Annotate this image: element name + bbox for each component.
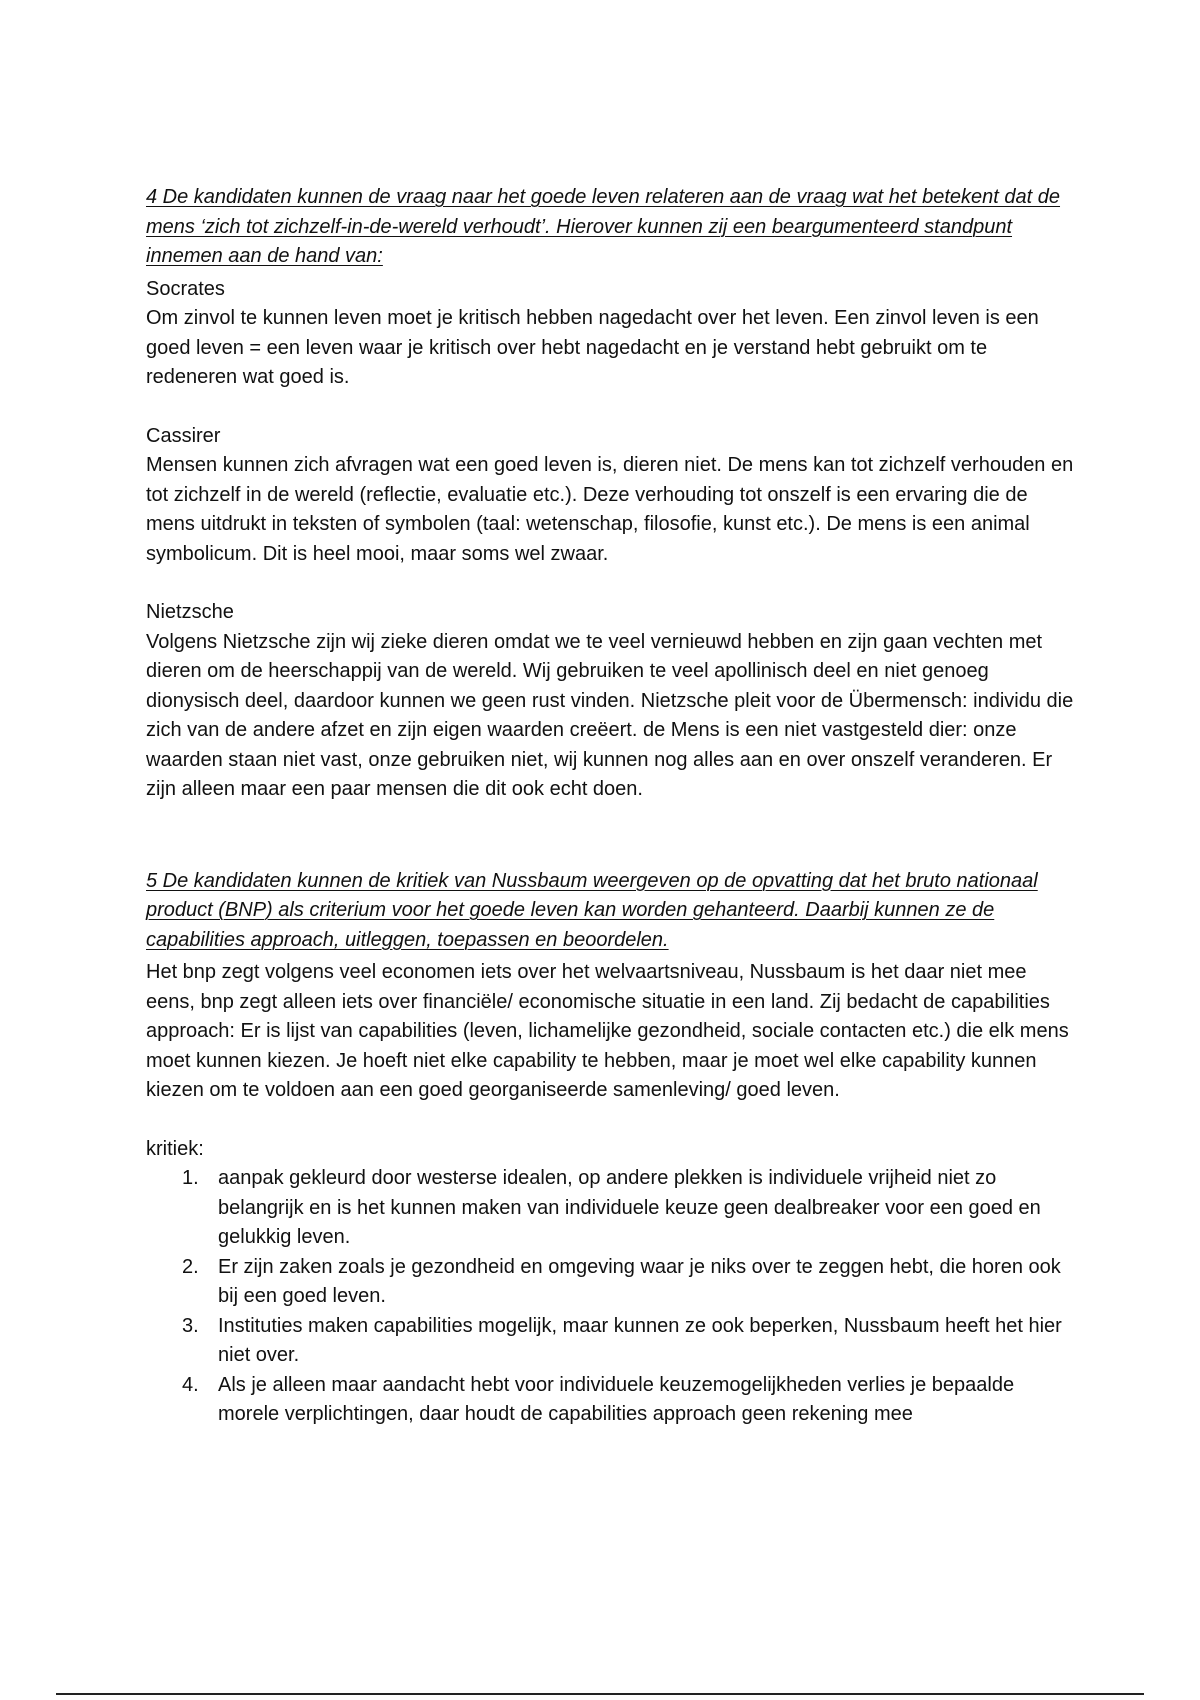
critique-item-3 (146, 1312, 1076, 1371)
block-title-socrates: Socrates (146, 277, 225, 300)
critique-number-2: 2. (182, 1255, 199, 1278)
critique-text-1: aanpak gekleurd door westerse idealen, op andere plekken is individuele vrijheid niet zo belangrijk en is het kunnen maken van individuele keuze geen dealbreaker voor een goed en gelukkig leven. (218, 1167, 1041, 1248)
bnp-intro-text: Het bnp zegt volgens veel economen iets over het welvaartsniveau, Nussbaum is het daar niet mee eens, bnp zegt alleen iets over financiële/ economische situatie in een land. Zij bedacht de capabilities approach: Er is lijst van capabilities (leven, lichamelijke gezondheid, sociale contacten etc.) die elk mens moet kunnen kiezen. Je hoeft niet elke capability te hebben, maar je moet wel elke capability kunnen kiezen om te voldoen aan een goed georganiseerde samenleving/ goed leven. (146, 961, 1069, 1101)
block-title-cassirer: Cassirer (146, 424, 221, 447)
critique-text-4: Als je alleen maar aandacht hebt voor individuele keuzemogelijkheden verlies je bepaalde morele verplichtingen, daar houdt de capabilities approach geen rekening mee (218, 1373, 1015, 1425)
critique-text-3: Instituties maken capabilities mogelijk, maar kunnen ze ook beperken, Nussbaum heeft het hier niet over. (218, 1314, 1062, 1366)
critique-item-1 (146, 1164, 1076, 1253)
block-socrates (146, 275, 1076, 393)
section-5-heading: 5 De kandidaten kunnen de kritiek van Nussbaum weergeven op de opvatting dat het bruto nationaal product (BNP) als criterium voor het goede leven kan worden gehanteerd. Daarbij kunnen ze de capabilities approach, uitleggen, toepassen en beoordelen. (146, 869, 1038, 951)
block-title-nietzsche: Nietzsche (146, 601, 234, 623)
block-nietzsche (146, 598, 1076, 805)
critique-item-2 (146, 1253, 1076, 1312)
critique-item-4 (146, 1371, 1076, 1430)
block-text-socrates: Om zinvol te kunnen leven moet je kritisch hebben nagedacht over het leven. Een zinvol leven is een goed leven = een leven waar je kritisch over hebt nagedacht en je verstand hebt gebruikt om te redeneren wat goed is. (146, 307, 1039, 388)
critique-label: kritiek: (146, 1137, 204, 1160)
critique-number-1: 1. (182, 1167, 199, 1189)
block-bnp-intro (146, 958, 1076, 1106)
block-text-cassirer: Mensen kunnen zich afvragen wat een goed leven is, dieren niet. De mens kan tot zichzelf verhouden en tot zichzelf in de wereld (reflectie, evaluatie etc.). Deze verhouding tot onszelf is een ervaring die de mens uitdrukt in teksten of symbolen (taal: wetenschap, filosofie, kunst etc.). De mens is een animal symbolicum. Dit is heel mooi, maar soms wel zwaar. (146, 454, 1074, 565)
section-4 (146, 183, 1076, 805)
block-text-nietzsche: Volgens Nietzsche zijn wij zieke dieren omdat we te veel vernieuwd hebben en zijn gaan vechten met dieren om de heerschappij van de wereld. Wij gebruiken te veel apollinisch deel en niet genoeg dionysisch deel, daardoor kunnen we geen rust vinden. Nietzsche pleit voor de Übermensch: individu die zich van de andere afzet en zijn eigen waarden creëert. de Mens is een niet vastgesteld dier: onze waarden staan niet vast, onze gebruiken niet, wij kunnen nog alles aan en over onszelf veranderen. Er zijn alleen maar een paar mensen die dit ook echt doen. (146, 630, 1074, 800)
critique-text-2: Er zijn zaken zoals je gezondheid en omgeving waar je niks over te zeggen hebt, die horen ook bij een goed leven. (218, 1255, 1061, 1307)
block-cassirer (146, 422, 1076, 570)
critique-section (146, 1135, 1076, 1430)
critique-list (146, 1164, 1076, 1430)
section-4-heading: 4 De kandidaten kunnen de vraag naar het goede leven relateren aan de vraag wat het betekent dat de mens ‘zich tot zichzelf-in-de-wereld verhoudt’. Hierover kunnen zij een beargumenteerd standpunt innemen aan de hand van: (146, 186, 1061, 267)
critique-number-3: 3. (182, 1314, 199, 1337)
document-body (146, 183, 1076, 1430)
section-5 (146, 867, 1076, 1430)
page-bottom-divider (56, 1693, 1144, 1695)
critique-number-4: 4. (182, 1373, 199, 1396)
